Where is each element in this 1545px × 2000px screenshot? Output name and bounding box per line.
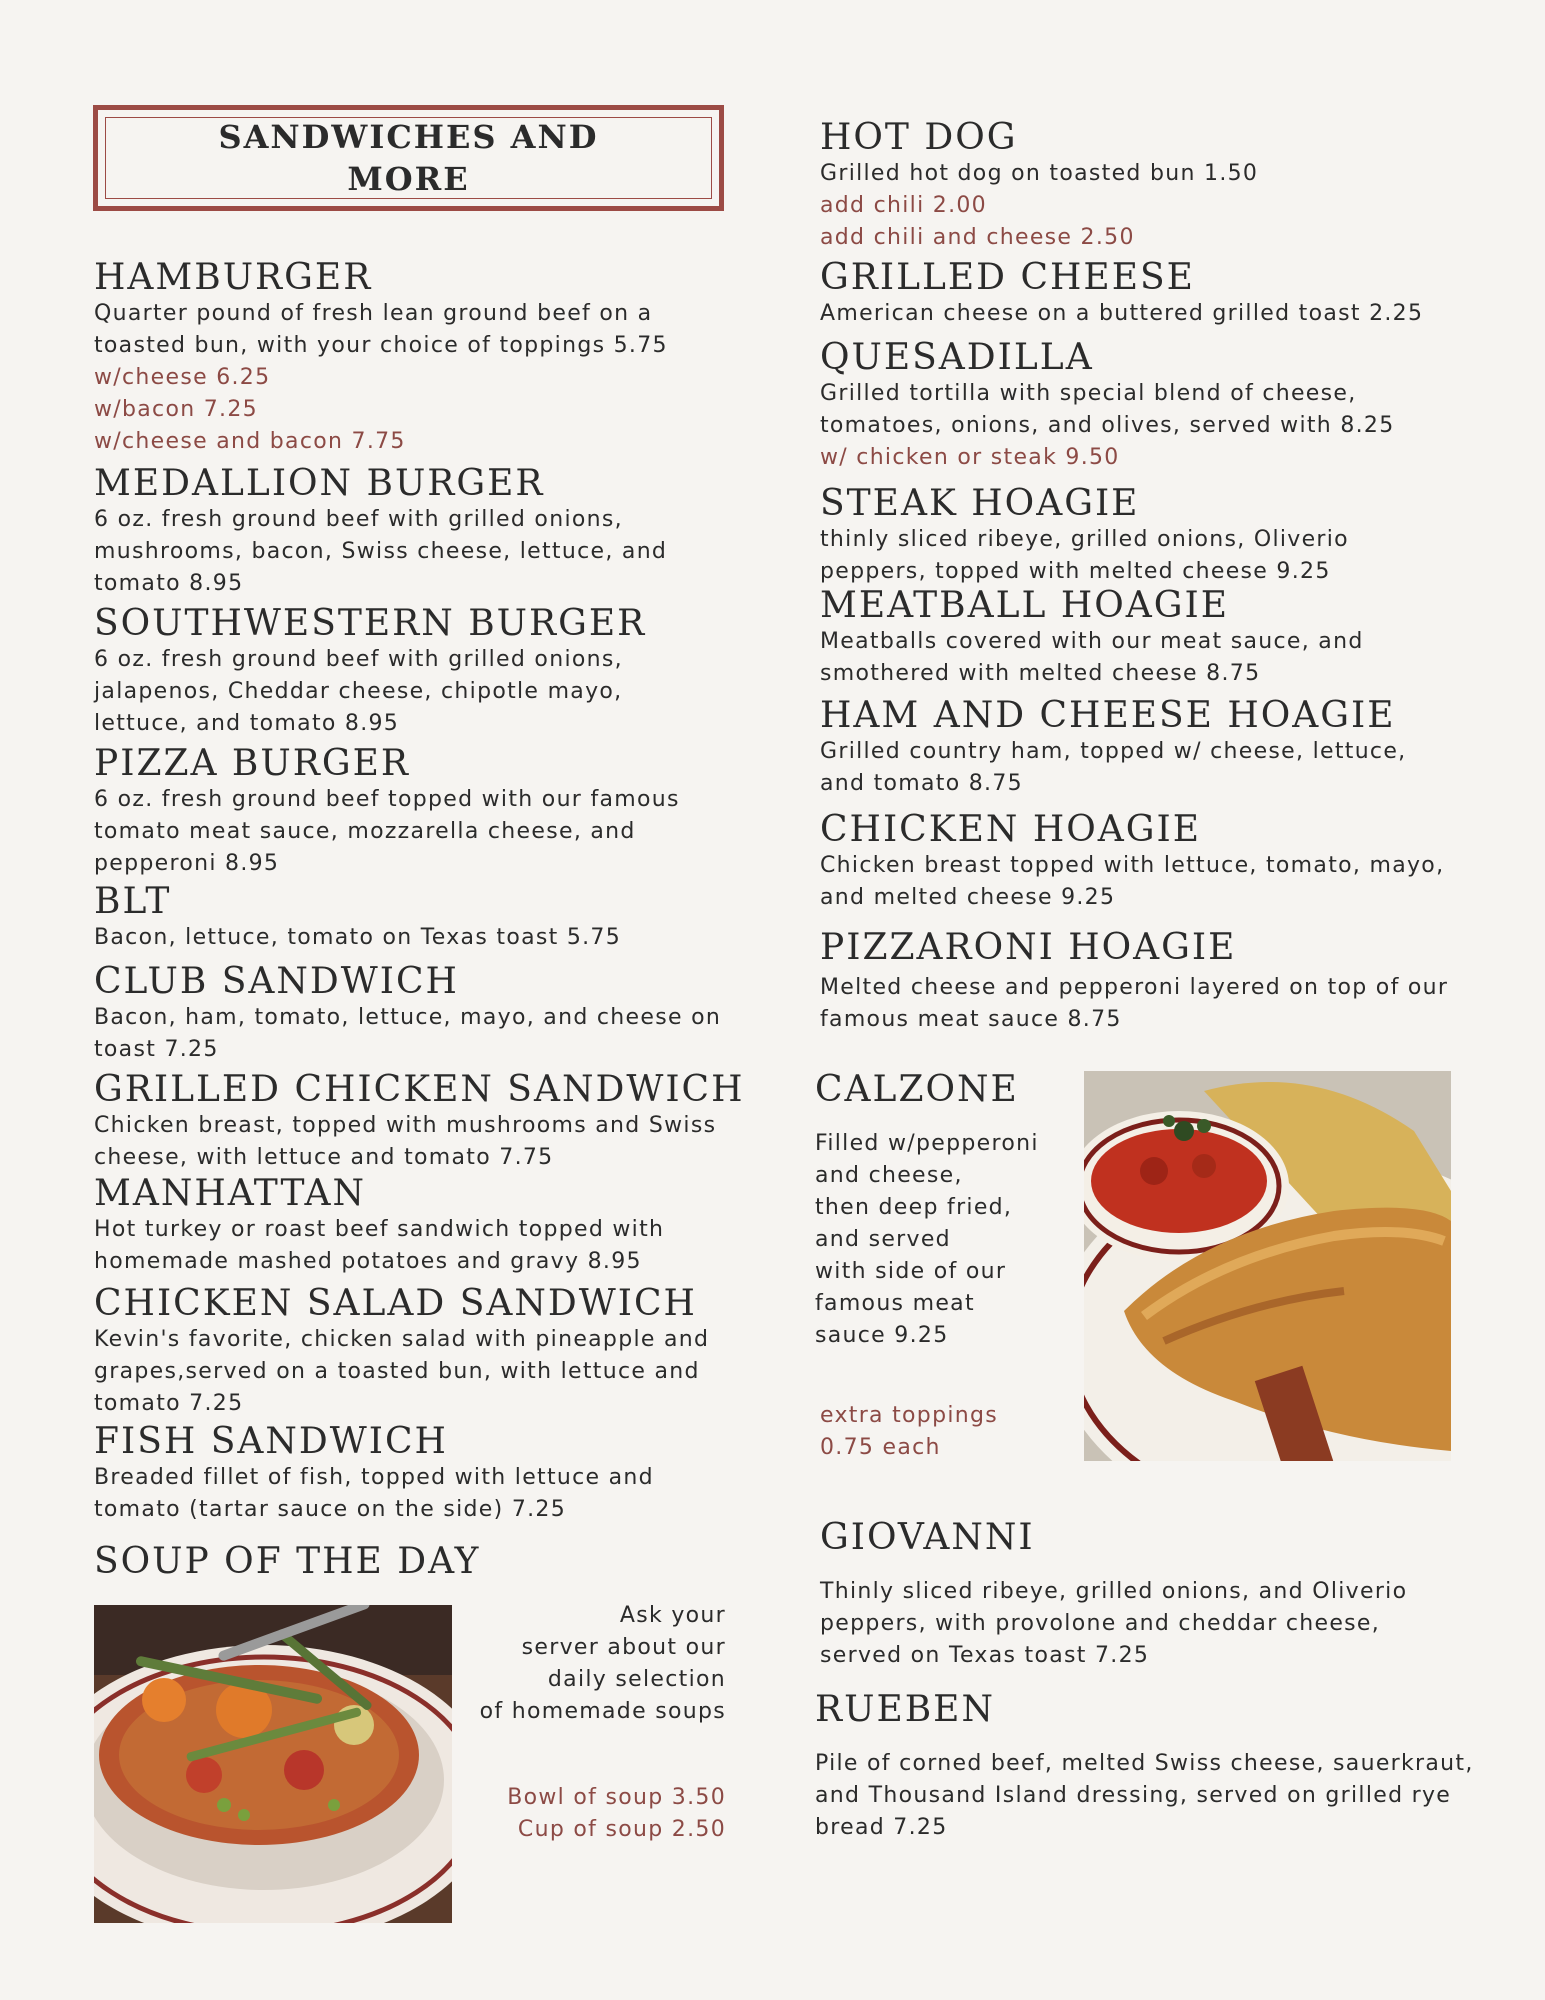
calzone-description [815,1128,1075,1352]
soup-title: SOUP OF THE DAY [94,1541,481,1582]
item-description: 6 oz. fresh ground beef with grilled onions, jalapenos, Cheddar cheese, chipotle mayo, lettuce, and tomato 8.95 [94,647,623,736]
item-title: STEAK HOAGIE [820,483,1140,524]
section-header [93,105,724,211]
item-option: w/ chicken or steak 9.50 [820,445,1120,470]
section-header-frame [105,117,712,199]
item-title: QUESADILLA [820,337,1094,378]
soup-line: server about our [521,1635,726,1660]
item-description: Grilled hot dog on toasted bun 1.50 [820,161,1259,186]
menu-item-fish-sandwich [94,1422,734,1526]
soup-line: of homemade soups [479,1699,726,1724]
menu-item-chicken-salad-sandwich [94,1284,744,1420]
menu-item-meatball-hoagie [820,586,1460,690]
item-description: Chicken breast, topped with mushrooms and Swiss cheese, with lettuce and tomato 7.75 [94,1113,717,1170]
item-title: MEDALLION BURGER [94,463,545,504]
menu-item-medallion-burger [94,464,694,600]
item-option: w/cheese and bacon 7.75 [94,429,406,454]
item-description: Bacon, lettuce, tomato on Texas toast 5.75 [94,925,622,950]
calzone-line: Filled w/pepperoni [815,1131,1039,1156]
section-title: SANDWICHES AND MORE [218,118,599,198]
calzone-line: with side of our [815,1259,1007,1284]
menu-item-grilled-chicken-sandwich [94,1069,745,1174]
calzone-title: CALZONE [815,1069,1019,1110]
item-description: Quarter pound of fresh lean ground beef on a toasted bun, with your choice of toppings 5.75 [94,301,668,358]
item-description: Melted cheese and pepperoni layered on top of our famous meat sauce 8.75 [820,975,1449,1032]
item-description: Thinly sliced ribeye, grilled onions, and Oliverio peppers, with provolone and cheddar cheese, served on Texas toast 7.25 [820,1579,1408,1668]
soup-price: Cup of soup 2.50 [517,1817,726,1842]
menu-item-southwestern-burger [94,604,694,740]
item-description: Pile of corned beef, melted Swiss cheese, sauerkraut, and Thousand Island dressing, served on grilled rye bread 7.25 [815,1751,1474,1840]
menu-item-ham-and-cheese-hoagie [820,696,1460,800]
item-title: SOUTHWESTERN BURGER [94,603,647,644]
calzone-line: and cheese, [815,1163,963,1188]
item-description: American cheese on a buttered grilled toast 2.25 [820,301,1424,326]
calzone-line: and served [815,1227,951,1252]
item-title: GRILLED CHEESE [820,257,1195,298]
item-title: CHICKEN HOAGIE [820,809,1201,850]
item-description: Kevin's favorite, chicken salad with pineapple and grapes,served on a toasted bun, with lettuce and tomato 7.25 [94,1327,710,1416]
item-description: 6 oz. fresh ground beef topped with our famous tomato meat sauce, mozzarella cheese, and pepperoni 8.95 [94,787,680,876]
item-title: HOT DOG [820,117,1018,158]
item-title: CLUB SANDWICH [94,961,459,1002]
item-title: RUEBEN [815,1689,995,1730]
menu-item-steak-hoagie [820,484,1420,588]
item-description: Grilled country ham, topped w/ cheese, lettuce, and tomato 8.75 [820,739,1407,796]
item-title: GRILLED CHICKEN SANDWICH [94,1069,745,1110]
calzone-line: sauce 9.25 [815,1323,949,1348]
soup-line: daily selection [547,1667,726,1692]
menu-item-hamburger [94,258,744,458]
calzone-extra-line: extra toppings [820,1403,999,1428]
item-description: Hot turkey or roast beef sandwich topped with homemade mashed potatoes and gravy 8.95 [94,1217,665,1274]
menu-item-pizzaroni-hoagie [820,928,1460,1036]
item-title: MEATBALL HOAGIE [820,585,1230,626]
item-title: BLT [94,881,172,922]
item-title: GIOVANNI [820,1517,1035,1558]
item-title: HAMBURGER [94,257,373,298]
menu-item-quesadilla [820,338,1460,474]
menu-item-manhattan [94,1174,734,1278]
menu-item-giovanni [820,1518,1460,1672]
item-title: MANHATTAN [94,1173,367,1214]
menu-item-rueben [815,1690,1475,1844]
soup-price: Bowl of soup 3.50 [507,1785,726,1810]
item-title: HAM AND CHEESE HOAGIE [820,695,1396,736]
menu-item-chicken-hoagie [820,810,1480,914]
item-description: Grilled tortilla with special blend of cheese, tomatoes, onions, and olives, served with 8.25 [820,381,1395,438]
item-description: Bacon, ham, tomato, lettuce, mayo, and cheese on toast 7.25 [94,1005,722,1062]
menu-item-grilled-cheese [820,258,1510,330]
calzone-line: then deep fried, [815,1195,1013,1220]
menu-item-club-sandwich [94,962,734,1066]
menu-item-hot-dog [820,118,1460,254]
item-description: Breaded fillet of fish, topped with lettuce and tomato (tartar sauce on the side) 7.25 [94,1465,654,1522]
item-description: thinly sliced ribeye, grilled onions, Oliverio peppers, topped with melted cheese 9.25 [820,527,1349,584]
item-title: FISH SANDWICH [94,1421,448,1462]
item-description: Meatballs covered with our meat sauce, and smothered with melted cheese 8.75 [820,629,1364,686]
item-title: PIZZA BURGER [94,743,410,784]
soup-line: Ask your [619,1603,726,1628]
soup-description [454,1600,726,1728]
menu-item-blt [94,882,754,954]
calzone-photo [1084,1071,1451,1461]
item-option: add chili 2.00 [820,193,987,218]
item-description: 6 oz. fresh ground beef with grilled onions, mushrooms, bacon, Swiss cheese, lettuce, and tomato 8.95 [94,507,668,596]
calzone-line: famous meat [815,1291,975,1316]
item-title: CHICKEN SALAD SANDWICH [94,1283,697,1324]
item-option: add chili and cheese 2.50 [820,225,1135,250]
soup-bowl-photo [94,1605,452,1923]
menu-item-pizza-burger [94,744,714,880]
item-option: w/bacon 7.25 [94,397,258,422]
item-title: PIZZARONI HOAGIE [820,927,1237,968]
calzone-extra-line: 0.75 each [820,1435,941,1460]
soup-prices [454,1782,726,1846]
item-option: w/cheese 6.25 [94,365,271,390]
calzone-extra [820,1400,1060,1464]
item-description: Chicken breast topped with lettuce, tomato, mayo, and melted cheese 9.25 [820,853,1445,910]
